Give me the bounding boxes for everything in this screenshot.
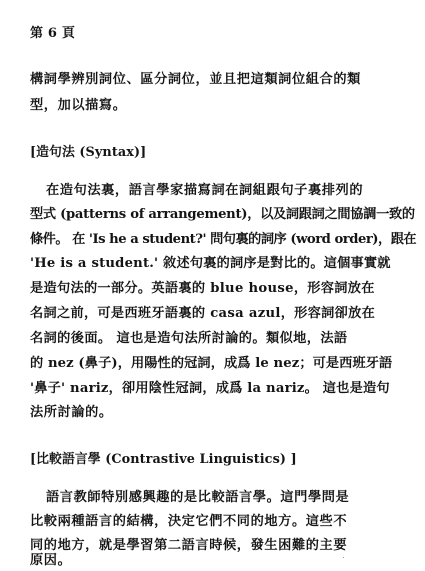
- syntax-line-4: 'He is a student.' 敘述句裏的詞序是對比的。這個事實就: [30, 256, 391, 271]
- syntax-line-8: 的 nez (鼻子)，用陽性的冠詞，成爲 le nez；可是西班牙語: [30, 356, 393, 371]
- syntax-line-1: 在造句法裏，語言學家描寫詞在詞組跟句子裏排列的: [46, 183, 364, 198]
- syntax-line-3: 條件。 在 'Is he a student?' 問句裏的詞序 (word order)，跟在: [30, 232, 417, 247]
- contrastive-heading: [比較語言學 (Contrastive Linguistics) ]: [30, 452, 297, 467]
- contrastive-line-1: 語言教師特別感興趣的是比較語言學。這門學問是: [46, 490, 350, 505]
- intro-line-2: 型，加以描寫。: [30, 98, 127, 113]
- syntax-line-2: 型式 (patterns of arrangement)，以及詞跟詞之間協調一致的: [30, 207, 415, 222]
- contrastive-line-3: 同的地方，就是學習第二語言時候，發生困難的主要: [30, 538, 348, 553]
- syntax-line-5: 是造句法的一部分。英語裏的 blue house，形容詞放在: [30, 281, 375, 296]
- syntax-line-7: 名詞的後面。 這也是造句法所討論的。類似地，法語: [30, 331, 348, 346]
- scan-speck: [343, 557, 344, 558]
- syntax-line-6: 名詞之前，可是西班牙語裏的 casa azul，形容詞卻放在: [30, 306, 376, 321]
- contrastive-line-2: 比較兩種語言的結構，決定它們不同的地方。這些不: [30, 514, 348, 529]
- syntax-heading: [造句法 (Syntax)]: [30, 145, 147, 160]
- syntax-line-9: '鼻子' nariz，卻用陰性冠詞，成爲 la nariz。 這也是造句: [30, 381, 390, 396]
- intro-line-1: 構詞學辨別詞位、區分詞位，並且把這類詞位組合的類: [30, 72, 361, 87]
- contrastive-line-4: 原因。: [30, 553, 72, 568]
- syntax-line-10: 法所討論的。: [30, 405, 113, 420]
- page-number: 第 6 頁: [30, 26, 76, 41]
